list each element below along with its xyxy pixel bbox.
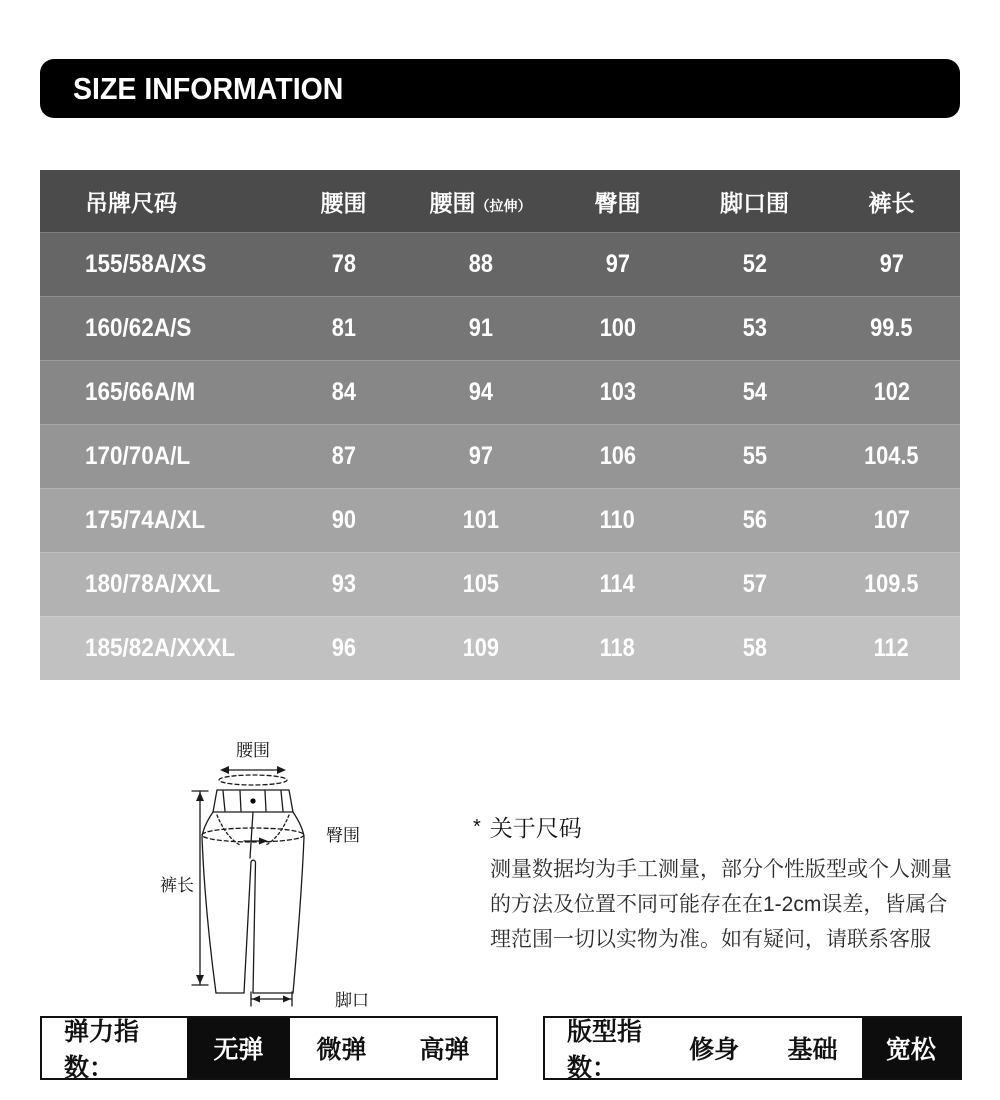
fit-option-slim: 修身 <box>689 1036 740 1064</box>
size-label: 165/66A/M <box>85 377 196 406</box>
pant-length-value: 109.5 <box>864 569 919 598</box>
waist-stretched-value: 109 <box>462 633 499 662</box>
waist-value: 81 <box>331 313 356 342</box>
col-header-leg-opening: 脚口围 <box>720 189 789 216</box>
size-label: 180/78A/XXL <box>85 569 221 598</box>
size-table-header-row <box>40 170 960 232</box>
leg-opening-value: 54 <box>742 377 767 406</box>
leg-opening-value: 53 <box>742 313 767 342</box>
waist-value: 87 <box>331 441 356 470</box>
size-label: 185/82A/XXXL <box>85 633 236 662</box>
waist-value: 96 <box>331 633 356 662</box>
waist-stretched-value: 91 <box>468 313 493 342</box>
size-label: 170/70A/L <box>85 441 191 470</box>
hip-value: 97 <box>605 249 630 278</box>
fit-option-basic: 基础 <box>787 1036 838 1064</box>
note-line: 测量数据均为手工测量，部分个性版型或个人测量 <box>490 858 952 881</box>
note-line: 的方法及位置不同可能存在在1-2cm误差，皆属合 <box>490 893 948 916</box>
leg-opening-value: 58 <box>742 633 767 662</box>
pant-length-value: 112 <box>873 633 910 662</box>
fit-index-label: 版型指数： <box>567 1018 643 1082</box>
leg-opening-value: 57 <box>742 569 767 598</box>
col-header-tag-size: 吊牌尺码 <box>85 189 177 216</box>
asterisk: * <box>473 816 481 838</box>
waist-stretched-value: 88 <box>468 249 493 278</box>
waist-stretched-value: 97 <box>468 441 493 470</box>
size-label: 175/74A/XL <box>85 505 206 534</box>
fit-option-loose: 宽松 <box>862 1018 960 1078</box>
elasticity-option-high: 高弹 <box>419 1036 470 1064</box>
elasticity-index-box <box>40 1016 498 1080</box>
section-title-bar <box>40 59 960 118</box>
table-row-xxxl <box>40 616 960 680</box>
elasticity-option-slight: 微弹 <box>316 1036 367 1064</box>
diagram-hip-label: 臀围 <box>326 826 360 845</box>
size-note <box>473 810 963 957</box>
table-row-l <box>40 424 960 488</box>
waist-value: 84 <box>331 377 356 406</box>
col-header-hip: 臀围 <box>594 189 641 216</box>
elasticity-index-label: 弹力指数： <box>64 1018 140 1082</box>
col-header-waist-stretched: 腰围（拉伸） <box>429 189 532 216</box>
hip-value: 118 <box>599 633 636 662</box>
pant-length-value: 104.5 <box>864 441 919 470</box>
size-label: 160/62A/S <box>85 313 192 342</box>
diagram-hem-label: 脚口 <box>335 991 369 1010</box>
table-row-m <box>40 360 960 424</box>
hip-value: 103 <box>599 377 636 406</box>
size-table <box>40 170 960 680</box>
pant-length-value: 97 <box>879 249 904 278</box>
size-note-title: * 关于尺码 <box>473 815 582 841</box>
fit-index-box <box>543 1016 962 1080</box>
col-header-pant-length: 裤长 <box>868 189 915 216</box>
diagram-length-label: 裤长 <box>160 876 194 895</box>
leg-opening-value: 52 <box>742 249 767 278</box>
hip-value: 110 <box>599 505 636 534</box>
waist-stretched-value: 94 <box>468 377 493 406</box>
leg-opening-value: 55 <box>742 441 767 470</box>
table-row-s <box>40 296 960 360</box>
pant-length-value: 99.5 <box>870 313 913 342</box>
leg-opening-value: 56 <box>742 505 767 534</box>
col-header-waist: 腰围 <box>320 189 367 216</box>
table-row-xxl <box>40 552 960 616</box>
section-title: SIZE INFORMATION <box>73 70 344 106</box>
waist-stretched-value: 105 <box>462 569 499 598</box>
pant-length-value: 102 <box>873 377 910 406</box>
waist-value: 93 <box>331 569 356 598</box>
waist-value: 78 <box>331 249 356 278</box>
note-line: 理范围一切以实物为准。如有疑问，请联系客服 <box>490 928 931 951</box>
size-note-body <box>490 852 963 957</box>
hip-value: 114 <box>599 569 636 598</box>
hip-value: 100 <box>599 313 636 342</box>
waist-value: 90 <box>331 505 356 534</box>
waist-stretched-value: 101 <box>462 505 499 534</box>
table-row-xs <box>40 232 960 296</box>
hip-value: 106 <box>599 441 636 470</box>
size-label: 155/58A/XS <box>85 249 207 278</box>
pants-measurement-diagram <box>130 728 460 1020</box>
diagram-waist-label: 腰围 <box>236 741 270 760</box>
table-row-xl <box>40 488 960 552</box>
elasticity-option-none: 无弹 <box>187 1018 290 1078</box>
pant-length-value: 107 <box>873 505 910 534</box>
